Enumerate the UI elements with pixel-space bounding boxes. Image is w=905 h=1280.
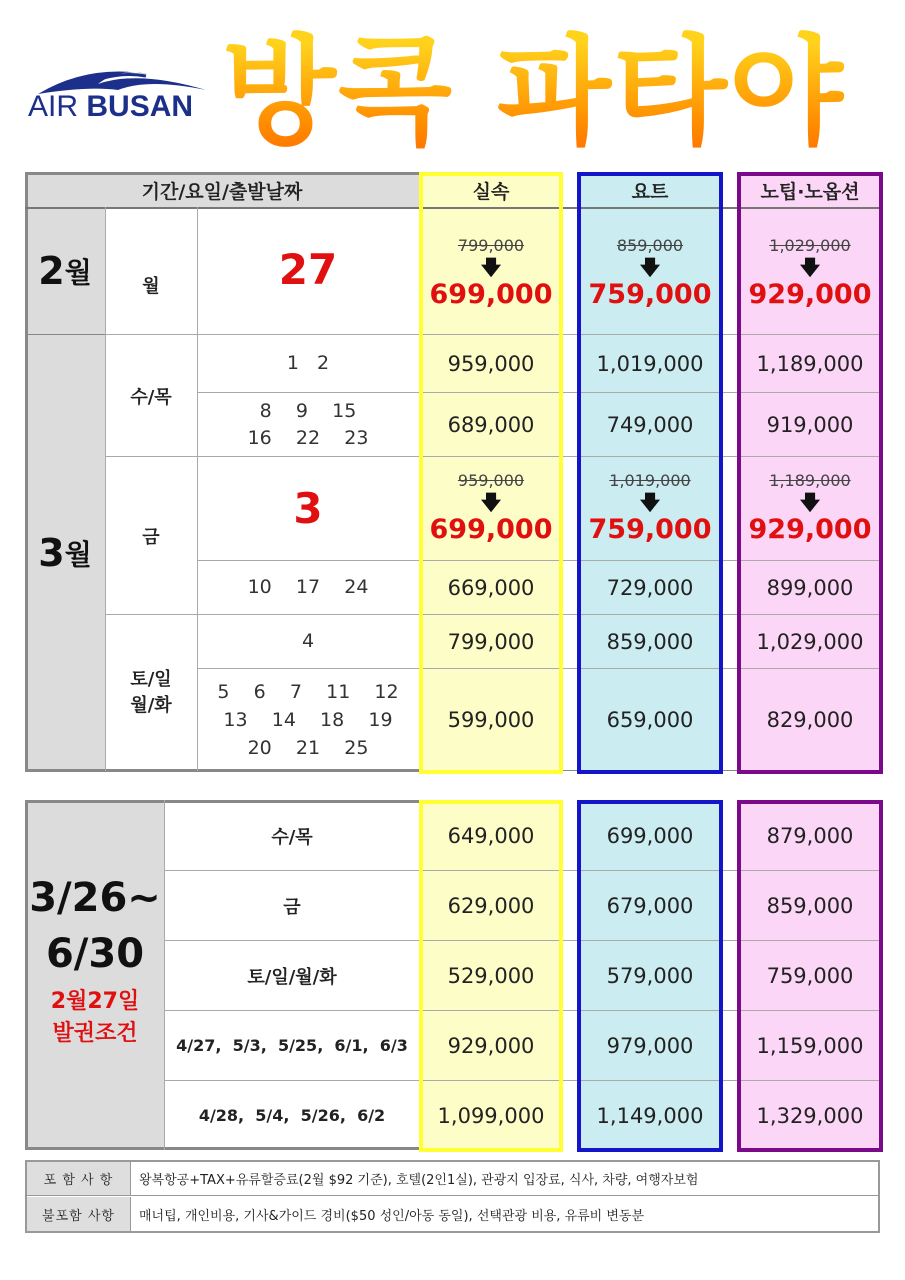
price-basic: 929,000 <box>447 1033 535 1058</box>
include-text: 왕복항공+TAX+유류할증료(2월 $92 기준), 호텔(2인1실), 관광지 입장료, 식사, 차량, 여행자보험 <box>139 1173 699 1188</box>
notes-box <box>25 1160 880 1233</box>
day-feb: 월 <box>142 276 160 297</box>
dates-row: 4 <box>301 630 315 652</box>
price-yacht: 1,149,000 <box>596 1103 704 1128</box>
period-spring <box>25 870 165 1080</box>
logo-busan: BUSAN <box>86 90 194 123</box>
price-yacht: 699,000 <box>606 823 694 848</box>
promo-price-feb-basic: 799,000 🡇 699,000 <box>429 236 553 310</box>
month-feb: 2 월 <box>38 249 92 293</box>
price-yacht: 579,000 <box>606 963 694 988</box>
day-sat-tue: 토/일 월/화 <box>130 668 172 716</box>
promo-price-mar-yacht: 1,019,000 🡇 759,000 <box>588 471 712 545</box>
price-yacht: 859,000 <box>606 629 694 654</box>
down-arrow-icon: 🡇 <box>799 255 821 279</box>
price-notip: 899,000 <box>766 575 854 600</box>
price-notip: 879,000 <box>766 823 854 848</box>
dates-row: 1 2 <box>286 352 330 374</box>
month-mar: 3 월 <box>38 531 92 575</box>
price-yacht: 679,000 <box>606 893 694 918</box>
promo-price-mar-basic: 959,000 🡇 699,000 <box>429 471 553 545</box>
dates-row: 5 6 7 11 12 13 14 18 19 20 21 25 <box>217 680 399 759</box>
price-notip: 1,329,000 <box>756 1103 864 1128</box>
col-header-yacht: 요트 <box>631 180 669 203</box>
price-yacht: 729,000 <box>606 575 694 600</box>
page-title: 방콕 파타야 <box>222 22 882 167</box>
col-header-notip: 노팁·노옵션 <box>760 180 860 203</box>
promo-price-feb-notip: 1,029,000 🡇 929,000 <box>748 236 872 310</box>
day-wed-thu: 수/목 <box>130 386 172 408</box>
dates-row: 10 17 24 <box>247 576 369 598</box>
row-label: 수/목 <box>271 826 313 848</box>
price-notip: 1,189,000 <box>756 351 864 376</box>
price-notip: 829,000 <box>766 707 854 732</box>
ticketing-condition: 2월27일 발권조건 <box>50 989 140 1046</box>
price-yacht: 1,019,000 <box>596 351 704 376</box>
date-feb-27: 27 <box>278 244 338 294</box>
price-basic: 1,099,000 <box>437 1103 545 1128</box>
price-notip: 859,000 <box>766 893 854 918</box>
date-mar-3: 3 <box>293 484 323 533</box>
price-basic: 529,000 <box>447 963 535 988</box>
price-basic: 599,000 <box>447 707 535 732</box>
down-arrow-icon: 🡇 <box>639 255 661 279</box>
logo-air: AIR <box>28 90 79 123</box>
price-basic: 799,000 <box>447 629 535 654</box>
down-arrow-icon: 🡇 <box>639 490 661 514</box>
dates-row: 8 9 15 16 22 23 <box>247 399 369 449</box>
exclude-label: 불포함 사항 <box>27 1197 131 1231</box>
brand-logo <box>28 60 218 130</box>
price-basic: 629,000 <box>447 893 535 918</box>
down-arrow-icon: 🡇 <box>480 490 502 514</box>
col-header-basic: 실속 <box>472 180 510 203</box>
promo-price-feb-yacht: 859,000 🡇 759,000 <box>588 236 712 310</box>
price-basic: 959,000 <box>447 351 535 376</box>
day-fri: 금 <box>142 526 160 548</box>
promo-price-mar-notip: 1,189,000 🡇 929,000 <box>748 471 872 545</box>
price-notip: 919,000 <box>766 412 854 437</box>
price-notip: 1,159,000 <box>756 1033 864 1058</box>
down-arrow-icon: 🡇 <box>799 490 821 514</box>
price-yacht: 659,000 <box>606 707 694 732</box>
include-label: 포 함 사 항 <box>27 1162 131 1195</box>
price-basic: 649,000 <box>447 823 535 848</box>
price-notip: 759,000 <box>766 963 854 988</box>
row-label: 4/27, 5/3, 5/25, 6/1, 6/3 <box>176 1036 408 1055</box>
exclude-text: 매너팁, 개인비용, 기사&가이드 경비($50 성인/아동 동일), 선택관광 비용, 유류비 변동분 <box>139 1208 645 1224</box>
period-range: 3/26~ 6/30 <box>29 875 161 977</box>
row-label: 금 <box>283 896 301 918</box>
price-yacht: 979,000 <box>606 1033 694 1058</box>
price-basic: 689,000 <box>447 412 535 437</box>
price-notip: 1,029,000 <box>756 629 864 654</box>
row-label: 토/일/월/화 <box>247 966 337 988</box>
down-arrow-icon: 🡇 <box>480 255 502 279</box>
price-yacht: 749,000 <box>606 412 694 437</box>
period-header: 기간/요일/출발날짜 <box>141 180 303 203</box>
price-basic: 669,000 <box>447 575 535 600</box>
row-label: 4/28, 5/4, 5/26, 6/2 <box>198 1106 386 1125</box>
